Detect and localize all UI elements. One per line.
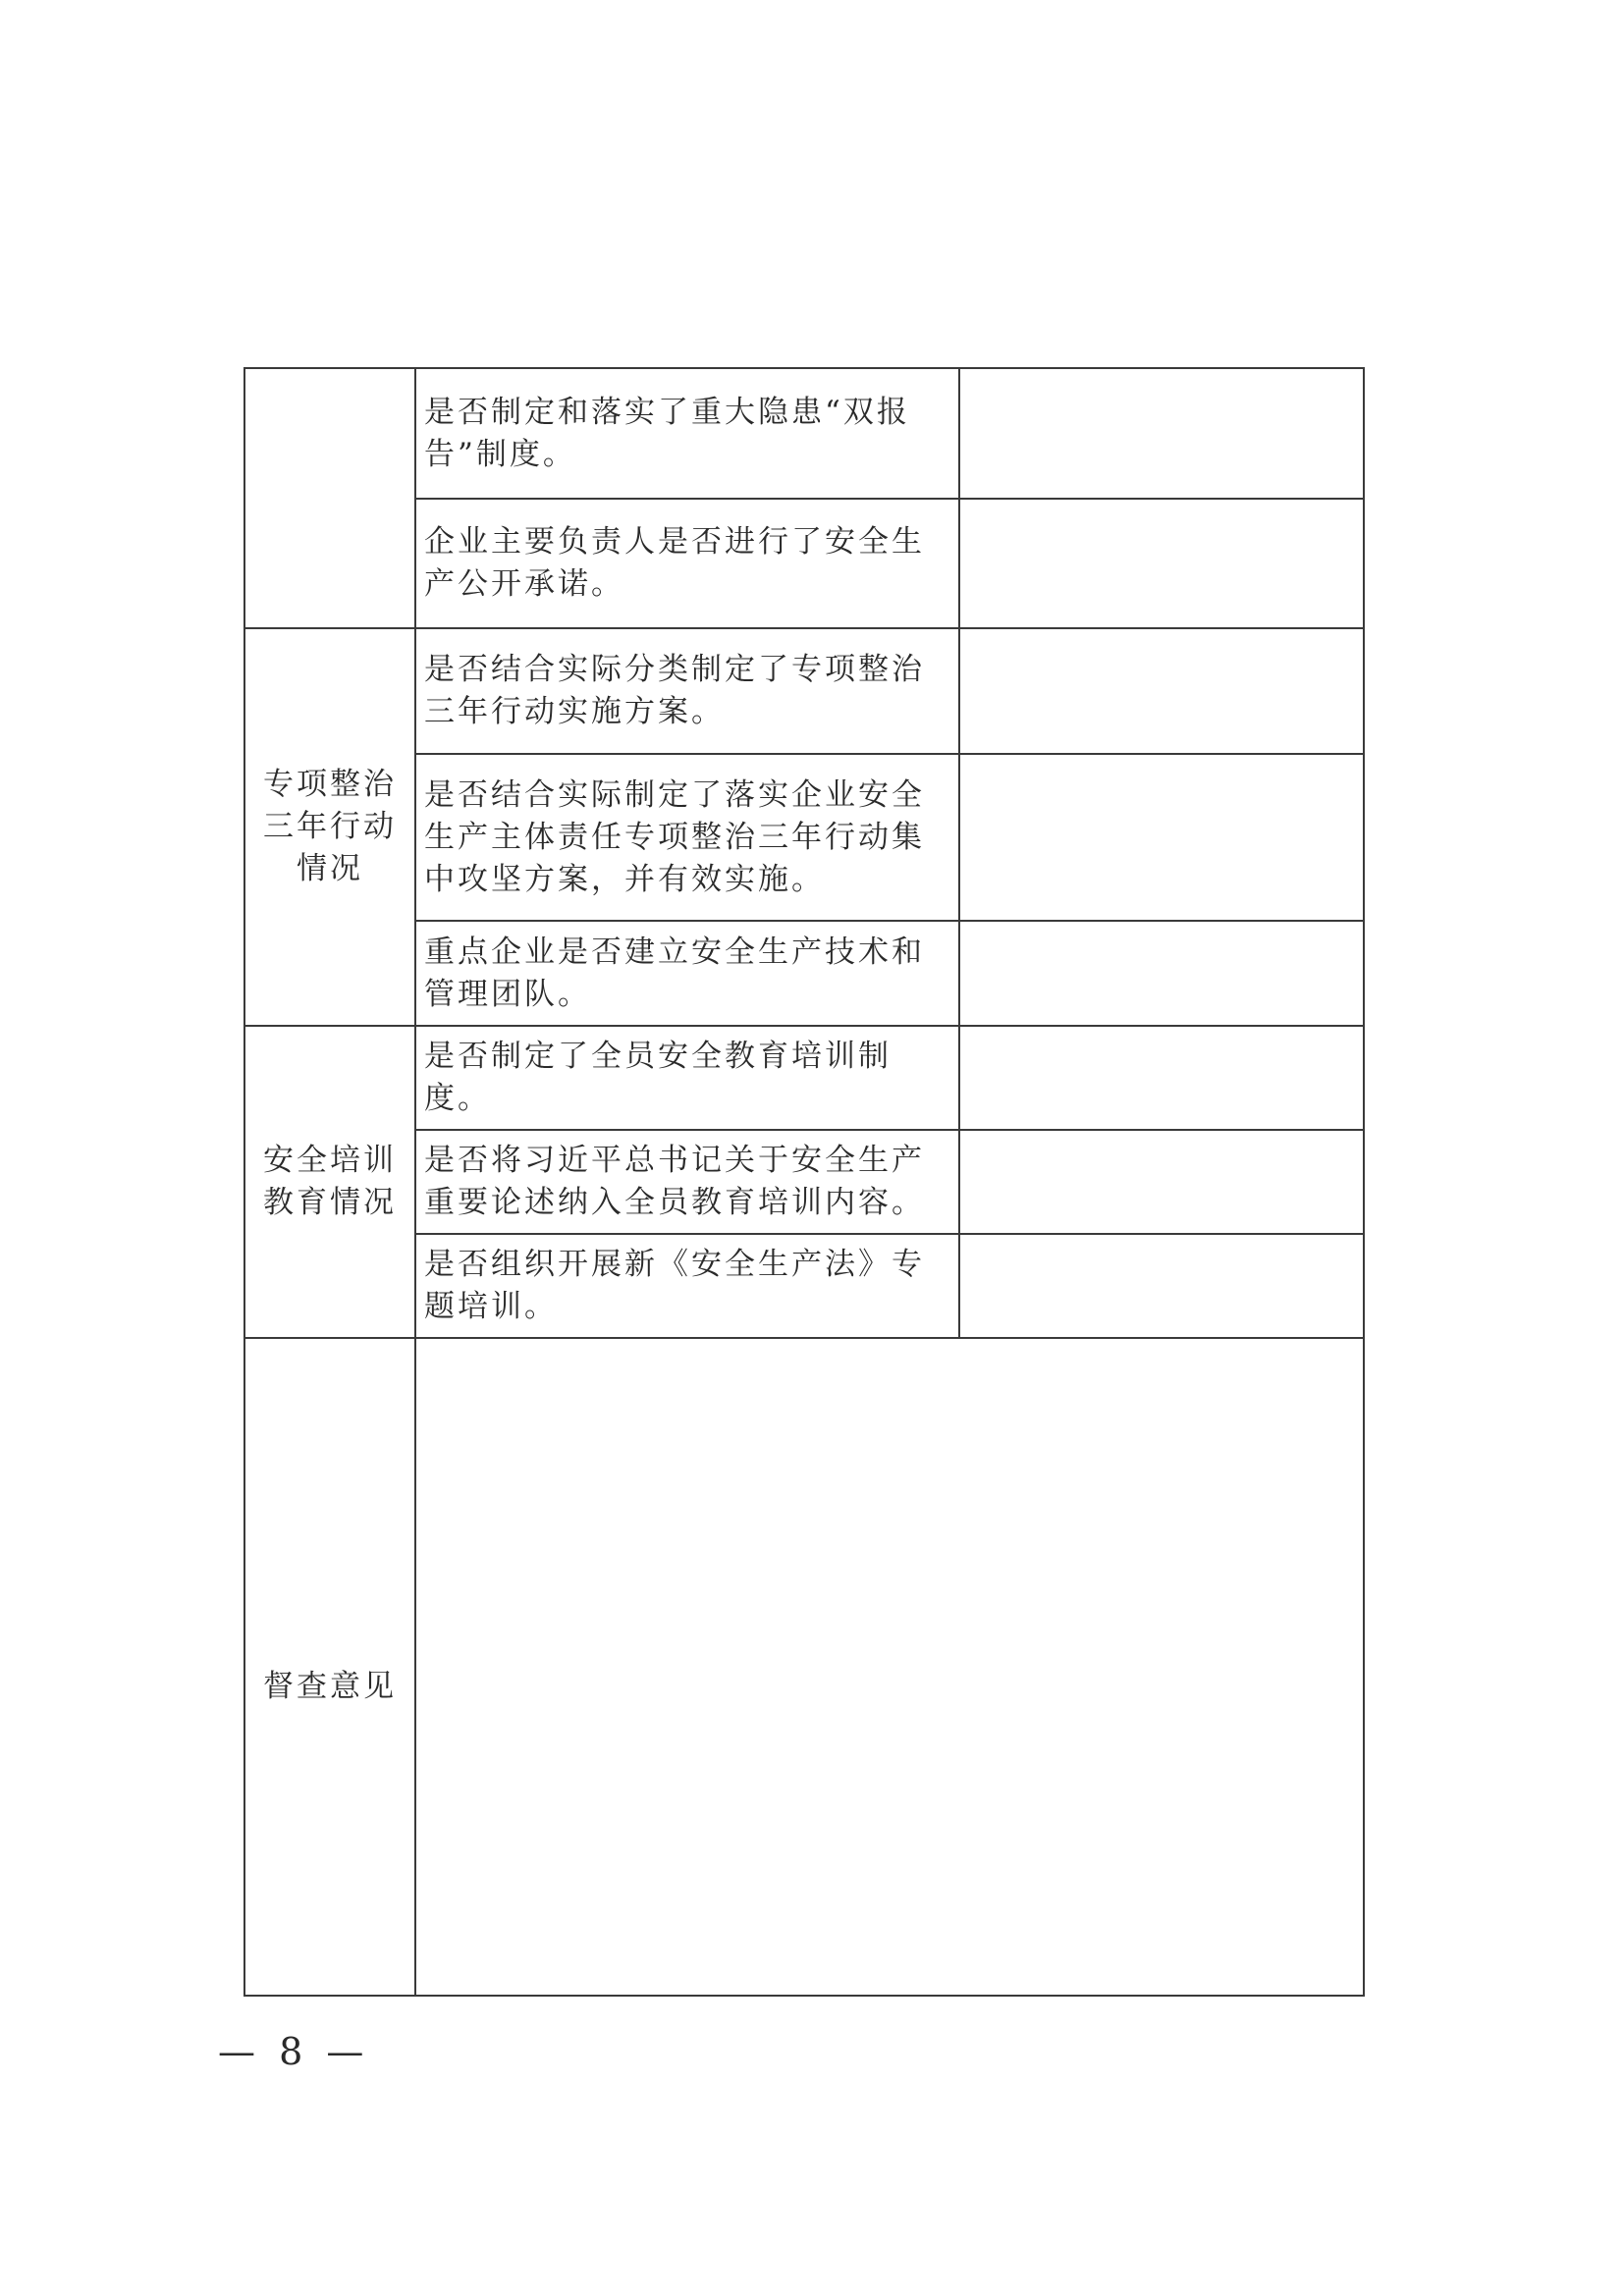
page-number: — 8 — xyxy=(218,2030,370,2073)
item-text: 是否制定和落实了重大隐患“双报告”制度。 xyxy=(424,394,910,472)
result-cell[interactable] xyxy=(959,368,1364,499)
item-cell xyxy=(415,628,959,754)
item-text: 是否结合实际分类制定了专项整治三年行动实施方案。 xyxy=(424,652,925,729)
category-cell-continued xyxy=(244,368,415,628)
item-cell xyxy=(415,1234,959,1338)
item-text: 是否组织开展新《安全生产法》专题培训。 xyxy=(424,1247,925,1324)
table-row-opinion xyxy=(244,1338,1364,1996)
item-text: 是否结合实际制定了落实企业安全生产主体责任专项整治三年行动集中攻坚方案，并有效实施。 xyxy=(424,776,925,897)
table-row xyxy=(244,368,1364,499)
item-cell xyxy=(415,499,959,628)
table-row xyxy=(244,1026,1364,1130)
item-text: 是否将习近平总书记关于安全生产重要论述纳入全员教育培训内容。 xyxy=(424,1143,925,1220)
result-cell[interactable] xyxy=(959,921,1364,1026)
result-cell[interactable] xyxy=(959,1130,1364,1234)
result-cell[interactable] xyxy=(959,628,1364,754)
item-cell xyxy=(415,1130,959,1234)
category-cell xyxy=(244,628,415,1026)
item-cell xyxy=(415,754,959,921)
result-cell[interactable] xyxy=(959,1026,1364,1130)
opinion-input-cell[interactable] xyxy=(415,1338,1364,1996)
category-cell xyxy=(244,1026,415,1338)
opinion-label-cell xyxy=(244,1338,415,1996)
item-cell xyxy=(415,1026,959,1130)
result-cell[interactable] xyxy=(959,754,1364,921)
opinion-label: 督查意见 xyxy=(263,1668,397,1704)
item-text: 重点企业是否建立安全生产技术和管理团队。 xyxy=(424,934,925,1012)
table-row xyxy=(244,628,1364,754)
item-cell xyxy=(415,921,959,1026)
category-label: 专项整治三年行动情况 xyxy=(263,767,397,886)
item-text: 是否制定了全员安全教育培训制度。 xyxy=(424,1039,892,1116)
result-cell[interactable] xyxy=(959,1234,1364,1338)
inspection-table xyxy=(243,367,1365,1997)
item-cell xyxy=(415,368,959,499)
item-text: 企业主要负责人是否进行了安全生产公开承诺。 xyxy=(424,524,925,602)
category-label: 安全培训教育情况 xyxy=(263,1143,397,1220)
result-cell[interactable] xyxy=(959,499,1364,628)
